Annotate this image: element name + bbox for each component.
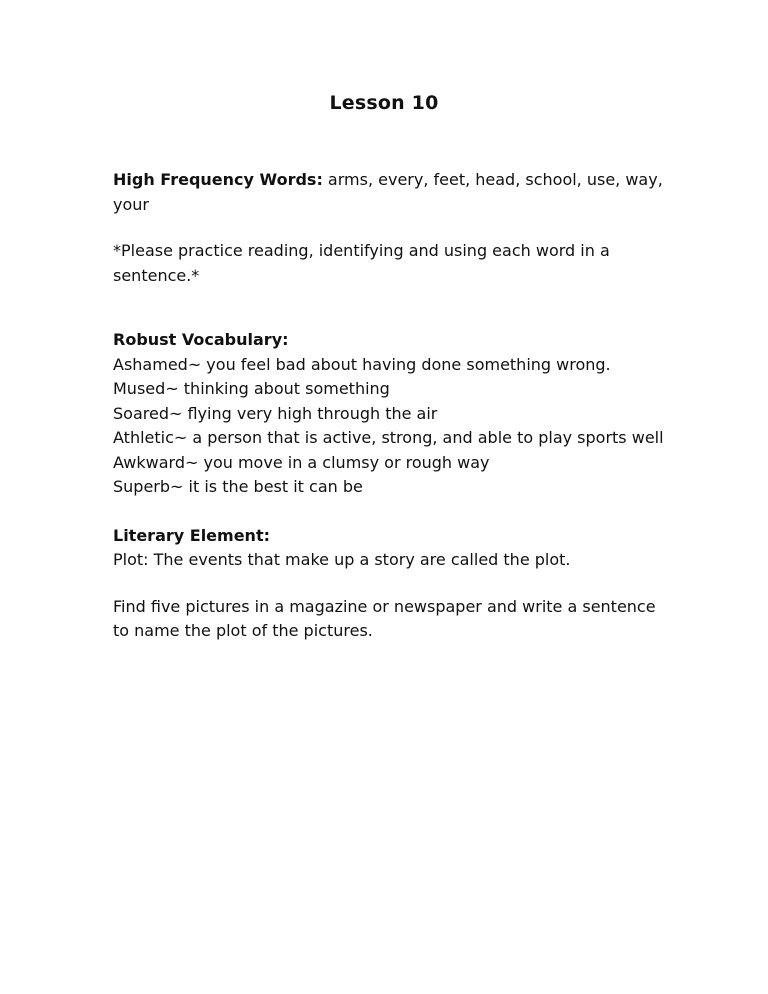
vocab-item-athletic: Athletic~ a person that is active, strong, and able to play sports well [113, 428, 664, 447]
vocab-item-awkward: Awkward~ you move in a clumsy or rough way [113, 452, 490, 472]
vocab-item-ashamed: Ashamed~ you feel bad about having done something wrong. [113, 354, 611, 374]
activity-instructions: Find five pictures in a magazine or newspaper and write a sentence to name the plot of the pictures. [113, 596, 656, 640]
literary-element-label: Literary Element: [113, 525, 270, 545]
high-frequency-list: arms, every, feet, head, school, use, way, your [113, 170, 663, 214]
high-frequency-label: High Frequency Words: [113, 170, 323, 189]
robust-vocabulary-label: Robust Vocabulary: [113, 330, 289, 349]
page-title: Lesson 10 [329, 92, 439, 114]
high-frequency-words [113, 168, 673, 217]
plot-definition: Plot: The events that make up a story are called the plot. [113, 550, 571, 569]
vocab-item-superb: Superb~ it is the best it can be [113, 477, 363, 496]
practice-note: *Please practice reading, identifying and using each word in a sentence.* [113, 241, 610, 285]
vocab-item-mused: Mused~ thinking about something [113, 379, 390, 398]
vocab-item-soared: Soared~ flying very high through the air [113, 403, 438, 423]
document-body [113, 168, 673, 644]
